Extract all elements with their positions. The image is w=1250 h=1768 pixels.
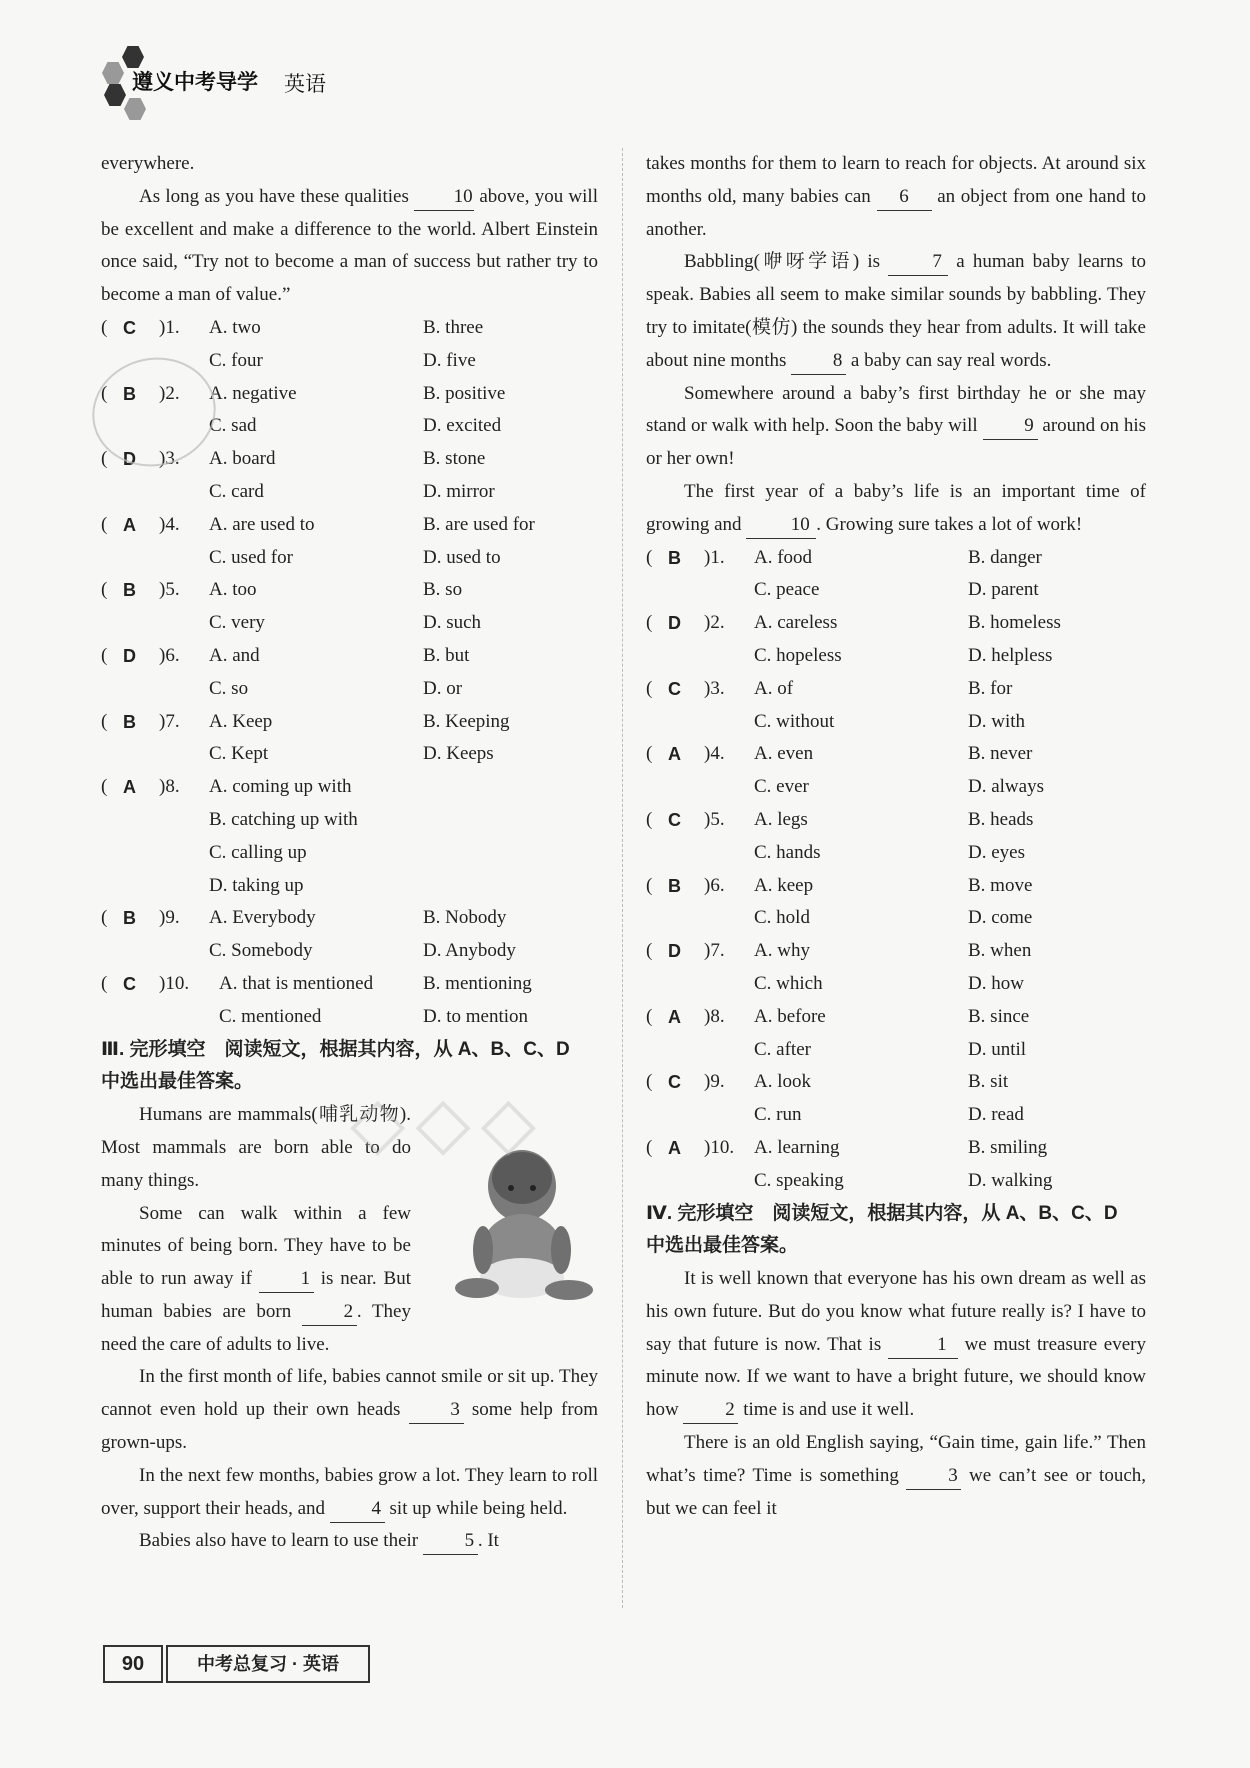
header-title: 遵义中考导学 xyxy=(132,71,258,94)
option-b: B. never xyxy=(968,743,1033,765)
option-c: C. so xyxy=(209,677,249,699)
option-d: D. to mention xyxy=(423,1005,529,1027)
answer-letter: B xyxy=(123,580,136,601)
answer-letter: C xyxy=(123,973,136,994)
option-b: B. Nobody xyxy=(423,907,507,929)
option-c: C. used for xyxy=(209,546,293,568)
option-a: A. that is mentioned xyxy=(219,972,374,994)
question-item: ( D )7. A. why B. when xyxy=(646,935,1146,968)
option-a: A. look xyxy=(754,1071,811,1093)
answer-letter: A xyxy=(123,514,136,535)
hexagon-decoration-icon xyxy=(124,98,146,120)
option-c: C. sad xyxy=(209,415,257,437)
section-heading: Ⅲ. 完形填空 阅读短文，根据其内容，从 A、B、C、D xyxy=(101,1038,570,1060)
option-b: B. Keeping xyxy=(423,710,510,732)
answer-blank: 7 xyxy=(888,249,948,276)
column-divider xyxy=(622,148,623,1608)
answer-letter: B xyxy=(123,383,136,404)
option-c: C. hopeless xyxy=(754,644,842,666)
answer-blank: 2 xyxy=(302,1299,357,1326)
watermark-icon: ◇◇◇ xyxy=(350,1080,547,1164)
option-a: A. negative xyxy=(209,382,297,404)
answer-letter: A xyxy=(668,1006,681,1027)
answer-letter: D xyxy=(123,449,136,470)
option-a: A. two xyxy=(209,316,261,338)
question-item: ( C )10. A. that is mentioned B. mentioning xyxy=(101,968,598,1001)
option-b: B. when xyxy=(968,940,1032,962)
option-c: C. which xyxy=(754,972,823,994)
answer-letter: D xyxy=(668,941,681,962)
option-b: B. sit xyxy=(968,1071,1009,1093)
option-a: A. coming up with xyxy=(209,776,352,798)
option-b: B. are used for xyxy=(423,513,535,535)
question-item: ( B )9. A. Everybody B. Nobody xyxy=(101,902,598,935)
option-c: C. peace xyxy=(754,579,820,601)
option-c: C. speaking xyxy=(754,1169,844,1191)
answer-letter: B xyxy=(123,711,136,732)
option-c: C. mentioned xyxy=(219,1005,322,1027)
option-c: C. hands xyxy=(754,841,821,863)
option-c: C. very xyxy=(209,612,265,634)
option-a: A. legs xyxy=(754,808,808,830)
question-item: ( D )3. A. board B. stone xyxy=(101,443,598,476)
answer-blank: 3 xyxy=(409,1397,464,1424)
answer-letter: A xyxy=(668,1137,681,1158)
option-b: B. so xyxy=(423,579,463,601)
answer-letter: C xyxy=(668,809,681,830)
header-subject: 英语 xyxy=(284,73,326,96)
option-d: D. how xyxy=(968,972,1024,994)
answer-blank: 5 xyxy=(423,1528,478,1555)
question-item: ( B )1. A. food B. danger xyxy=(646,542,1146,575)
option-a: A. too xyxy=(209,579,257,601)
passage-paragraph: As long as you have these qualities 10 above, you will be excellent and make a difference to the world. Albert Einstein once said, “Try not to become a man of success but rather try to become a man of value.” xyxy=(101,185,598,306)
option-d: D. read xyxy=(968,1104,1024,1126)
passage-text: everywhere. xyxy=(101,153,195,174)
option-d: D. excited xyxy=(423,415,502,437)
option-d: D. parent xyxy=(968,579,1039,601)
option-b: B. homeless xyxy=(968,612,1061,634)
option-c: C. card xyxy=(209,480,264,502)
option-a: A. before xyxy=(754,1005,826,1027)
question-item: ( B )7. A. Keep B. Keeping xyxy=(101,706,598,739)
answer-blank: 6 xyxy=(877,184,932,211)
answer-blank: 3 xyxy=(906,1463,961,1490)
hexagon-decoration-icon xyxy=(102,62,124,84)
answer-letter: C xyxy=(668,678,681,699)
option-d: D. eyes xyxy=(968,841,1025,863)
option-a: A. are used to xyxy=(209,513,315,535)
answer-letter: D xyxy=(668,613,681,634)
question-item: ( B )2. A. negative B. positive xyxy=(101,378,598,411)
question-list xyxy=(646,542,1146,1198)
option-a: A. learning xyxy=(754,1136,840,1158)
option-c: C. after xyxy=(754,1038,811,1060)
option-b: B. heads xyxy=(968,808,1034,830)
question-item: ( D )6. A. and B. but xyxy=(101,640,598,673)
option-a: A. and xyxy=(209,644,260,666)
option-a: A. Everybody xyxy=(209,907,316,929)
option-a: A. of xyxy=(754,677,794,699)
option-d: D. walking xyxy=(968,1169,1053,1191)
answer-blank: 10 xyxy=(746,512,816,539)
question-item: ( A )8. A. before B. since xyxy=(646,1001,1146,1034)
option-c: C. four xyxy=(209,349,263,371)
hexagon-decoration-icon xyxy=(122,46,144,68)
option-d: D. such xyxy=(423,612,482,634)
question-item: ( A )4. A. even B. never xyxy=(646,738,1146,771)
hexagon-decoration-icon xyxy=(104,84,126,106)
answer-letter: B xyxy=(668,547,681,568)
answer-blank: 4 xyxy=(330,1496,385,1523)
option-c: C. calling up xyxy=(209,841,307,863)
question-item: ( A )10. A. learning B. smiling xyxy=(646,1132,1146,1165)
option-d: D. mirror xyxy=(423,480,495,502)
answer-letter: A xyxy=(123,777,136,798)
option-d: D. used to xyxy=(423,546,501,568)
section-heading: 中选出最佳答案。 xyxy=(101,1071,254,1093)
option-d: D. five xyxy=(423,349,476,371)
footer-book-title: 中考总复习 · 英语 xyxy=(166,1645,370,1683)
answer-blank: 8 xyxy=(791,348,846,375)
question-item: ( C )5. A. legs B. heads xyxy=(646,804,1146,837)
section-heading: Ⅳ. 完形填空 阅读短文，根据其内容，从 A、B、C、D xyxy=(646,1202,1118,1224)
option-b: B. danger xyxy=(968,546,1042,568)
option-d: D. always xyxy=(968,776,1044,798)
question-item: ( D )2. A. careless B. homeless xyxy=(646,607,1146,640)
option-b: B. positive xyxy=(423,382,506,404)
option-d: D. helpless xyxy=(968,644,1053,666)
answer-letter: B xyxy=(668,875,681,896)
question-item: ( A )4. A. are used to B. are used for xyxy=(101,509,598,542)
option-b: B. three xyxy=(423,316,484,338)
option-c: C. Kept xyxy=(209,743,269,765)
option-b: B. for xyxy=(968,677,1013,699)
option-a: A. why xyxy=(754,940,810,962)
answer-blank: 2 xyxy=(683,1397,738,1424)
option-b: B. move xyxy=(968,874,1033,896)
option-c: C. without xyxy=(754,710,835,732)
option-d: D. until xyxy=(968,1038,1027,1060)
option-d: D. Keeps xyxy=(423,743,494,765)
option-d: D. Anybody xyxy=(423,940,516,962)
option-d: D. come xyxy=(968,907,1033,929)
question-item: ( C )9. A. look B. sit xyxy=(646,1066,1146,1099)
question-item: ( C )1. A. two B. three xyxy=(101,312,598,345)
right-column: takes months for them to learn to reach for objects. At around six months old, many babies can 6 an object from one hand to another. Babbling(咿呀学语) is 7 a human baby learns to speak. Babies all seem to make similar sounds by babbling. They try to imitate(模仿) the sounds they hear from adults. It will take about nine months 8 a baby can say real words. Somewhere around a baby’s first birthday he or she may stand or walk with help. Soon the baby will 9 around on his or her own! The first year of a baby’s life is an important time of growing and 10 . Growing sure takes a lot of work! ( B )1. A. food B. danger C. peace D. parent ( D )2. A. careless B. homeless C. hopeless D. helpless ( C )3. A. of B. for C. without D. with ( A )4. A. even B. never C. ever D. always ( C )5. A. legs B. heads C. hands D. eyes ( B )6. A. keep B. move C. hold D. come ( D )7. A. why B. when C. which D. how ( A )8. A. before B. since C. after D. until ( C )9. A. look B. sit C. run D. read ( A )10. A. learning B. smiling C. speaking D. walking Ⅳ. 完形填空 阅读短文，根据其内容，从 A、B、C、D 中选出最佳答案。 It is well known that everyone has his own dream as well as his own future. But do you know what future really is? I have to say that future is now. That is 1 we must treasure every minute now. If we want to have a bright future, we should know how 2 time is and use it well. There is an old English saying, “Gain time, gain life.” Then what’s time? Time is something 3 we can’t see or touch, but we can feel it xyxy=(646,153,1147,1519)
page-number: 90 xyxy=(103,1645,163,1683)
option-b: B. mentioning xyxy=(423,972,532,994)
option-d: D. with xyxy=(968,710,1025,732)
answer-letter: C xyxy=(123,317,136,338)
answer-blank: 9 xyxy=(983,413,1038,440)
option-a: A. food xyxy=(754,546,813,568)
passage-narrow: Humans are mammals(哺乳动物). Most mammals are born able to do many things. Some can walk within a few minutes of being born. They have to be able to run away if 1 is near. But human babies are born 2 . They need the care of adults to live. xyxy=(101,1104,412,1355)
option-c: C. ever xyxy=(754,776,809,798)
option-c: C. hold xyxy=(754,907,810,929)
option-d: D. or xyxy=(423,677,463,699)
option-b: B. but xyxy=(423,644,470,666)
question-item: ( B )5. A. too B. so xyxy=(101,574,598,607)
option-a: A. board xyxy=(209,448,276,470)
answer-letter: B xyxy=(123,908,136,929)
question-item: ( A )8. A. coming up with xyxy=(101,771,598,804)
option-c: C. run xyxy=(754,1104,802,1126)
section-heading: 中选出最佳答案。 xyxy=(646,1235,799,1257)
answer-letter: D xyxy=(123,645,136,666)
answer-blank: 10 xyxy=(414,184,474,211)
option-b: B. since xyxy=(968,1005,1030,1027)
option-d: D. taking up xyxy=(209,874,304,896)
question-item: ( C )3. A. of B. for xyxy=(646,673,1146,706)
option-a: A. even xyxy=(754,743,814,765)
option-b: B. stone xyxy=(423,448,486,470)
option-a: A. keep xyxy=(754,874,814,896)
option-a: A. careless xyxy=(754,612,838,634)
option-b: B. catching up with xyxy=(209,808,358,830)
answer-letter: A xyxy=(668,744,681,765)
answer-blank: 1 xyxy=(888,1332,958,1359)
answer-letter: C xyxy=(668,1072,681,1093)
option-c: C. Somebody xyxy=(209,940,313,962)
option-b: B. smiling xyxy=(968,1136,1048,1158)
question-item: ( B )6. A. keep B. move xyxy=(646,870,1146,903)
option-a: A. Keep xyxy=(209,710,273,732)
left-column: everywhere. As long as you have these qualities 10 above, you will be excellent and make a difference to the world. Albert Einstein once said, “Try not to become a man of success but rather try to become a man of value.” ( C )1. A. two B. three C. four D. five ( B )2. A. negative B. positive C. sad D. excited ( D )3. A. board B. stone C. card D. mirror ( A )4. A. are used to B. are used for C. used for D. used to ( B )5. A. too B. so C. very D. such ( D )6. A. and B. but C. so D. or ( B )7. A. Keep B. Keeping C. Kept D. Keeps ( A )8. A. coming up with B. catching up with C. calling up D. taking up ( B )9. A. Everybody B. Nobody C. Somebody D. Anybody ( C )10. A. that is mentioned B. mentioning C. mentioned D. to mention Ⅲ. 完形填空 阅读短文，根据其内容，从 A、B、C、D 中选出最佳答案。 Humans are mammals(哺乳动物). Most mammals are born able to do many things. Some can walk within a few minutes of being born. They have to be able to run away if 1 is near. But human babies are born 2 . They need the care of adults to live. In the first month of life, babies cannot smile or sit up. They cannot even hold up their own heads 3 some help from grown-ups. In the next few months, babies grow a lot. They learn to roll over, support their heads, and 4 sit up while being held. Babies also have to learn to use their 5 . It xyxy=(101,148,598,1558)
answer-blank: 1 xyxy=(259,1266,314,1293)
